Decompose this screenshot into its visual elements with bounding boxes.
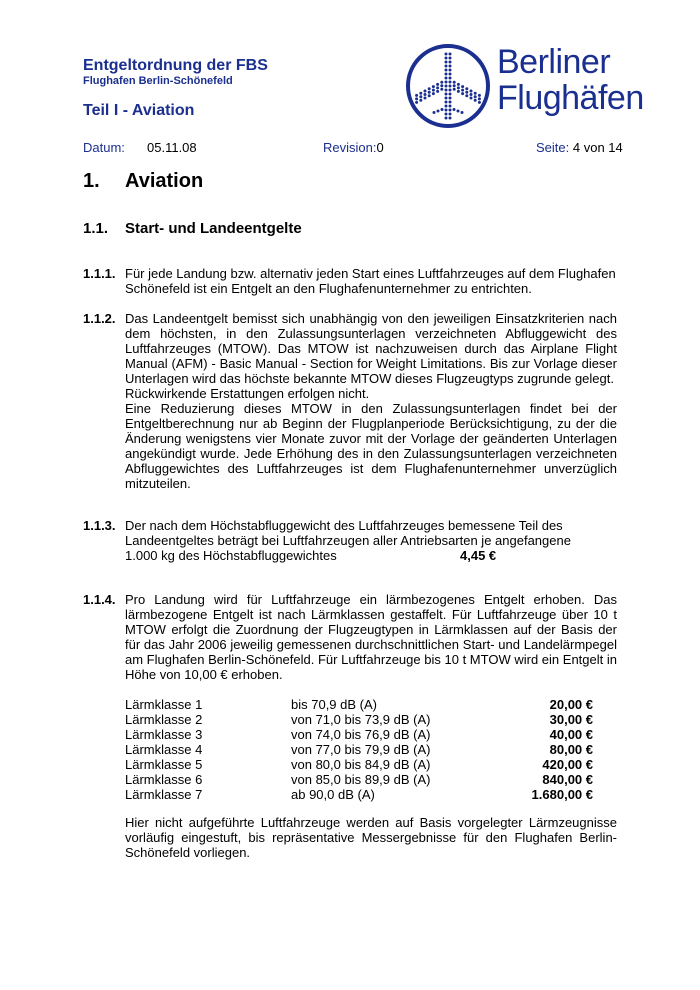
text-line: Der nach dem Höchstabfluggewicht des Luftfahrzeuges bemessene Teil des <box>125 518 563 533</box>
heading-1-text: Aviation <box>125 170 204 192</box>
document-subtitle: Flughafen Berlin-Schönefeld <box>83 75 233 87</box>
table-row <box>125 787 593 802</box>
text-line: MTOW erfolgt die Zuordnung der Flugzeugtypen in Lärmklassen auf der Basis der <box>125 622 617 637</box>
text-line: Pro Landung wird für Luftfahrzeuge ein lärmbezogenes Entgelt erhoben. Das <box>125 592 617 607</box>
document-part: Teil I - Aviation <box>83 102 195 119</box>
text-line: Das Landeentgelt bemisst sich unabhängig von den jeweiligen Einsatzkriterien nach <box>125 311 617 326</box>
page-value: 4 von 14 <box>572 140 623 155</box>
table-row <box>125 727 593 742</box>
heading-1 <box>83 170 203 193</box>
text-line: Abfluggewichtes des Luftfahrzeuges ist dem Flughafenunternehmer unverzüglich <box>125 461 617 476</box>
text-line: angekündigt wurde. Jede Erhöhung des in den Zulassungsunterlagen verzeichneten <box>125 446 617 461</box>
noise-class: Lärmklasse 5 <box>125 757 203 772</box>
text-line: vorläufig eingestuft, bis repräsentative Messergebnisse für den Flughafen Berlin- <box>125 830 617 845</box>
text-line: Schönefeld vorliegen. <box>125 845 251 860</box>
text-line: Luftfahrzeuges (MTOW). Das MTOW ist nachzuweisen durch das Airplane Flight <box>125 341 617 356</box>
noise-range: von 85,0 bis 89,9 dB (A) <box>291 772 431 787</box>
paragraph-number: 1.1.2. <box>83 311 116 326</box>
heading-2 <box>83 220 302 237</box>
noise-fee: 80,00 € <box>549 742 593 757</box>
text-line: Unterlagen wird das höchste bekannte MTOW dieses Flugzeugtyps zugrunde gelegt. <box>125 371 614 386</box>
table-row <box>125 742 593 757</box>
text-line: für das Jahr 2006 jeweilig gemessenen durchschnittlichen Start- und Landelärmpegel <box>125 637 617 652</box>
revision-label: Revision: <box>323 140 377 155</box>
noise-fee: 840,00 € <box>542 772 593 787</box>
text-line: dem höchsten, in den Zulassungsunterlagen verzeichneten Abfluggewicht des <box>125 326 617 341</box>
berliner-flughaefen-logo-icon <box>404 42 492 130</box>
text-line-content: 1.000 kg des Höchstabfluggewichtes <box>125 548 337 563</box>
mtow-fee-amount: 4,45 € <box>460 548 497 563</box>
text-line: lärmbezogene Entgelt ist nach Lärmklassen gestaffelt. Für Luftfahrzeuge über 10 t <box>125 607 617 622</box>
noise-class: Lärmklasse 7 <box>125 787 203 802</box>
text-line <box>125 548 617 563</box>
logo-wordmark <box>497 44 644 116</box>
paragraph-1-1-4-footer <box>83 815 617 860</box>
noise-range: von 77,0 bis 79,9 dB (A) <box>291 742 431 757</box>
table-row <box>125 757 593 772</box>
text-line: am Flughafen Berlin-Schönefeld. Für Luftfahrzeuge bis 10 t MTOW wird ein Entgelt in <box>125 652 617 667</box>
noise-range: von 80,0 bis 84,9 dB (A) <box>291 757 431 772</box>
heading-1-number: 1. <box>83 170 100 192</box>
text-line: Hier nicht aufgeführte Luftfahrzeuge werden auf Basis vorgelegter Lärmzeugnisse <box>125 815 617 830</box>
noise-fee: 420,00 € <box>542 757 593 772</box>
revision-value: 0 <box>376 140 384 155</box>
paragraph-1-1-4 <box>83 592 617 682</box>
text-line: Rückwirkende Erstattungen erfolgen nicht. <box>125 386 370 401</box>
paragraph-1-1-3 <box>83 518 617 563</box>
noise-class: Lärmklasse 4 <box>125 742 203 757</box>
text-line: Für jede Landung bzw. alternativ jeden Start eines Luftfahrzeuges auf dem Flughafen <box>125 266 616 281</box>
logo-line-2: Flughäfen <box>497 79 644 117</box>
noise-fee: 30,00 € <box>549 712 593 727</box>
date-value: 05.11.08 <box>147 140 197 155</box>
page-field <box>536 140 623 155</box>
noise-class: Lärmklasse 1 <box>125 697 203 712</box>
text-line: mitzuteilen. <box>125 476 191 491</box>
heading-2-text: Start- und Landeentgelte <box>125 220 302 237</box>
table-row <box>125 697 593 712</box>
paragraph-number: 1.1.1. <box>83 266 116 281</box>
paragraph-number: 1.1.3. <box>83 518 116 533</box>
table-row <box>125 772 593 787</box>
noise-class-table <box>125 697 593 802</box>
paragraph-1-1-1 <box>83 266 617 296</box>
noise-range: von 71,0 bis 73,9 dB (A) <box>291 712 431 727</box>
heading-2-number: 1.1. <box>83 220 109 237</box>
text-line: Entgeltberechnung nur ab Beginn der Flugplanperiode Berücksichtigung, zu der die <box>125 416 617 431</box>
text-line: Landeentgeltes beträgt bei Luftfahrzeugen aller Antriebsarten je angefangene <box>125 533 571 548</box>
noise-fee: 20,00 € <box>549 697 593 712</box>
paragraph-number: 1.1.4. <box>83 592 116 607</box>
noise-class: Lärmklasse 3 <box>125 727 203 742</box>
text-line: Manual (AFM) - Basic Manual - Section for Weight Limitations. Bis zur Vorlage dieser <box>125 356 617 371</box>
table-row <box>125 712 593 727</box>
date-label: Datum: <box>83 140 125 155</box>
text-line: Höhe von 10,00 € erhoben. <box>125 667 283 682</box>
noise-fee: 1.680,00 € <box>531 787 593 802</box>
document-title: Entgeltordnung der FBS <box>83 57 268 74</box>
page-label: Seite: <box>536 140 570 155</box>
text-line: Eine Reduzierung dieses MTOW in den Zulassungsunterlagen findet bei der <box>125 401 617 416</box>
logo-line-1: Berliner <box>497 43 611 81</box>
noise-class: Lärmklasse 2 <box>125 712 203 727</box>
noise-range: bis 70,9 dB (A) <box>291 697 377 712</box>
text-line: Änderung wenigstens vier Monate zuvor mit der Vorlage der geänderten Unterlagen <box>125 431 617 446</box>
noise-class: Lärmklasse 6 <box>125 772 203 787</box>
noise-range: ab 90,0 dB (A) <box>291 787 375 802</box>
noise-fee: 40,00 € <box>549 727 593 742</box>
revision-field <box>323 140 384 155</box>
noise-range: von 74,0 bis 76,9 dB (A) <box>291 727 431 742</box>
paragraph-1-1-2 <box>83 311 617 491</box>
text-line: Schönefeld ist ein Entgelt an den Flughafenunternehmer zu entrichten. <box>125 281 532 296</box>
